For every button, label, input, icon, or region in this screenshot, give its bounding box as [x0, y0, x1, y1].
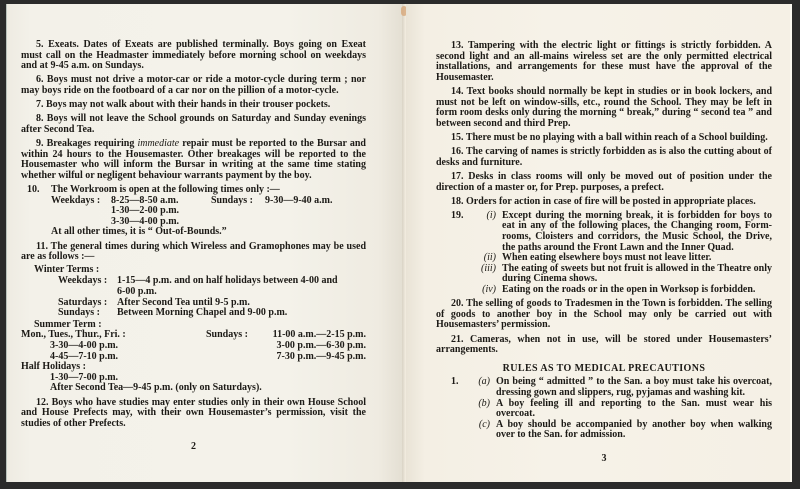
- medical-text: On being “ admitted ” to the San. a boy must take his overcoat, dressing gown and slippers, rug, pyjamas and washing kit.: [496, 376, 772, 398]
- rule-7: 7. Boys may not walk about with their hands in their trouser pockets.: [36, 99, 331, 111]
- workroom-weekdays-time: 3-30—4-00 p.m.: [111, 215, 180, 227]
- rule-8: 8. Boys will not leave the School grounds on Saturday and Sunday evenings after Second Tea.: [21, 113, 366, 135]
- medical-rule-1: [436, 377, 772, 441]
- left-page-text: [21, 40, 366, 429]
- rule-10-number: 10.: [27, 184, 40, 196]
- winter-sundays-label: Sundays :: [58, 307, 100, 319]
- winter-weekdays-value-cont: 6-00 p.m.: [117, 286, 157, 298]
- rule-19-marker: (iv): [482, 284, 496, 296]
- rule-9-pre: 9. Breakages requiring: [36, 138, 138, 150]
- page-number: 2: [191, 441, 196, 453]
- medical-marker: (a): [478, 376, 490, 388]
- rule-10-outro: At all other times, it is “ Out-of-Bounds.”: [51, 226, 227, 238]
- right-page: [406, 4, 792, 482]
- rule-19-text: Except during the morning break, it is forbidden for boys to eat in any of the following places, the Changing room, Form-rooms, Cloisters and corridors, the Music School, the Drive, the paths around the Front Lawn and the Inner Quad.: [502, 209, 772, 253]
- medical-marker: (c): [478, 418, 490, 430]
- workroom-weekdays-time: 1-30—2-00 p.m.: [111, 205, 180, 217]
- right-page-text: [436, 41, 772, 441]
- rule-20: 20. The selling of goods to Tradesmen in the Town is forbidden. The selling of goods to another boy in the School may only be carried out with Housemasters’ permission.: [436, 298, 772, 331]
- left-page: [6, 4, 402, 482]
- winter-saturdays-value: After Second Tea until 9-5 p.m.: [117, 296, 250, 308]
- half-holidays-label: Half Holidays :: [21, 361, 87, 373]
- workroom-sundays-label: Sundays :: [211, 194, 253, 206]
- winter-weekdays-label: Weekdays :: [58, 275, 108, 287]
- rule-9: [21, 139, 366, 181]
- medical-heading: RULES AS TO MEDICAL PRECAUTIONS: [502, 362, 706, 374]
- rule-19-text: The eating of sweets but not fruit is allowed in the Theatre only during Cinema shows.: [502, 262, 772, 285]
- medical-marker: (b): [478, 397, 490, 409]
- medical-rule-number: 1.: [451, 376, 459, 388]
- rule-9-emphasis: immediate: [137, 138, 180, 150]
- summer-term-heading: Summer Term :: [34, 318, 102, 330]
- medical-item: [460, 377, 772, 398]
- winter-terms-heading: Winter Terms :: [34, 263, 100, 275]
- medical-text: A boy should be accompanied by another boy when walking over to the San. for admission.: [496, 418, 772, 441]
- wireless-schedule: [21, 265, 366, 394]
- rule-19-marker: (i): [486, 209, 496, 221]
- rule-21: 21. Cameras, when not in use, will be stored under Housemasters’ arrangements.: [436, 333, 772, 356]
- rule-12: 12. Boys who have studies may enter studies only in their own House School and House Prefects may, with their own Housemaster’s permission, visit the studies of other Prefects.: [21, 396, 366, 429]
- rule-16: 16. The carving of names is strictly forbidden as is also the cutting about of desks and furniture.: [436, 146, 772, 168]
- rule-19-marker: (iii): [481, 262, 496, 274]
- rule-9-post: repair must be reported to the Bursar and within 24 hours to the Housemaster. Other breakages will be reported to the Housemaster who will inform the Bursar in writing at the same time stating whether wilful or negligent behaviour warrants payment by the boy.: [21, 138, 366, 181]
- summer-days-time: 4-45—7-10 p.m.: [50, 350, 119, 362]
- summer-days-time: 3-30—4-00 p.m.: [50, 340, 119, 351]
- rule-11: 11. The general times during which Wireless and Gramophones may be used are as follows :—: [21, 240, 366, 263]
- workroom-sundays-time: 9-30—9-40 a.m.: [265, 194, 333, 206]
- page-number: 3: [601, 452, 607, 464]
- summer-days-label: Mon., Tues., Thur., Fri. :: [21, 329, 126, 341]
- rule-15: 15. There must be no playing with a ball within reach of a School building.: [451, 131, 768, 143]
- summer-sundays-time: 3-00 p.m.—6-30 p.m.: [276, 340, 366, 351]
- half-holidays-time: 1-30—7-00 p.m.: [50, 371, 119, 383]
- rule-19-item: [466, 211, 772, 253]
- summer-sundays-label: Sundays :: [206, 329, 248, 341]
- rule-19-marker: (ii): [483, 252, 496, 264]
- rule-19-text: Eating on the roads or in the open in Worksop is forbidden.: [502, 284, 756, 296]
- winter-saturdays-label: Saturdays :: [58, 296, 108, 308]
- medical-text: A boy feeling ill and reporting to the San. must wear his overcoat.: [496, 397, 772, 420]
- rule-6: 6. Boys must not drive a motor-car or ride a motor-cycle during term ; nor may boys ride on the footboard of a car nor on the pillion of a motor-cycle.: [21, 74, 366, 96]
- rule-10: [21, 185, 366, 238]
- rule-17: 17. Desks in class rooms will only be moved out of position under the direction of a master or, for Prep. purposes, a prefect.: [436, 170, 772, 193]
- rule-19: [436, 211, 772, 296]
- rule-18: 18. Orders for action in case of fire will be posted in appropriate places.: [451, 195, 756, 207]
- rule-19-number: 19.: [451, 209, 464, 221]
- workroom-weekdays-label: Weekdays :: [51, 194, 101, 206]
- winter-weekdays-value: 1-15—4 p.m. and on half holidays between 4-00 and: [117, 275, 338, 287]
- rule-5: 5. Exeats. Dates of Exeats are published terminally. Boys going on Exeat must call on the Headmaster immediately before morning school on weekdays and at 9-45 a.m. on Sundays.: [21, 39, 366, 72]
- rule-10-intro: The Workroom is open at the following times only :—: [51, 184, 280, 196]
- rule-19-item: [466, 264, 772, 285]
- rule-14: 14. Text books should normally be kept in studies or in book lockers, and must not be left on window-sills, etc., round the School. They may be left in form room desks only during the morning “ break,” during “ second tea ” and between second and third Prep.: [436, 85, 772, 129]
- half-holidays-time: After Second Tea—9-45 p.m. (only on Saturdays).: [50, 382, 262, 394]
- rule-19-item: [466, 285, 772, 296]
- summer-sundays-time: 11-00 a.m.—2-15 p.m.: [272, 329, 366, 341]
- winter-sundays-value: Between Morning Chapel and 9-00 p.m.: [117, 307, 288, 319]
- medical-item: [460, 420, 772, 441]
- summer-sundays-time: 7-30 p.m.—9-45 p.m.: [276, 350, 366, 362]
- medical-item: [460, 399, 772, 420]
- workroom-weekdays-time: 8-25—8-50 a.m.: [111, 194, 179, 206]
- rule-13: 13. Tampering with the electric light or fittings is strictly forbidden. A second light and an all-mains wireless set are the only permitted electrical installations, and arrangements for these must have the approval of the Housemaster.: [436, 40, 772, 83]
- rule-19-text: When eating elsewhere boys must not leave litter.: [502, 252, 712, 264]
